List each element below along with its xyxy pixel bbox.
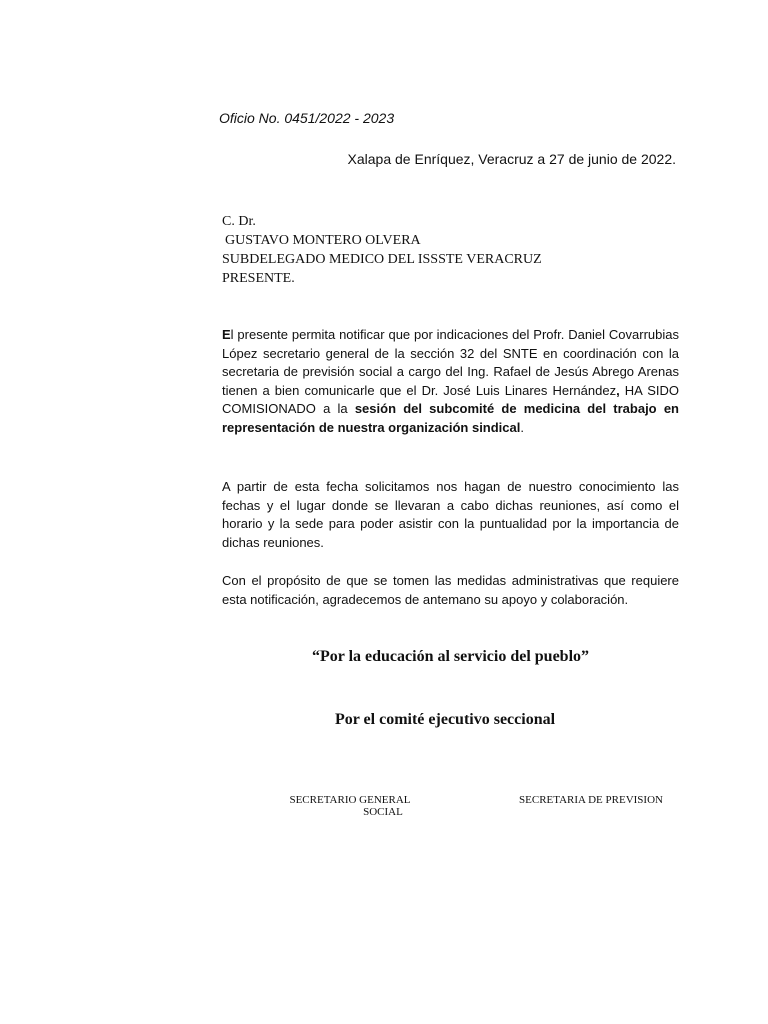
motto: “Por la educación al servicio del pueblo” (311, 648, 590, 665)
signature-secretario-general: SECRETARIO GENERAL (289, 794, 411, 806)
paragraph-1-bold: sesión del subcomité de medicina del trabajo en representación de nuestra organización sindical (222, 401, 679, 435)
signature-social: SOCIAL (363, 806, 403, 818)
signature-secretaria-prevision: SECRETARIA DE PREVISION (519, 794, 663, 806)
addressee-title: C. Dr. (222, 214, 256, 229)
place-and-date: Xalapa de Enríquez, Veracruz a 27 de junio de 2022. (347, 151, 676, 167)
paragraph-1-comma: , (616, 382, 620, 398)
body-paragraph-1 (222, 326, 679, 438)
body-paragraph-2: A partir de esta fecha solicitamos nos hagan de nuestro conocimiento las fechas y el lugar donde se llevaran a cabo dichas reuniones, así como el horario y la sede para poder asistir con la puntualidad por la importancia de dichas reuniones. (222, 479, 679, 550)
body-paragraph-3: Con el propósito de que se tomen las medidas administrativas que requiere esta notificación, agradecemos de antemano su apoyo y colaboración. (222, 573, 679, 607)
paragraph-1-text: l presente permita notificar que por indicaciones del Profr. Daniel Covarrubias López secretario general de la sección 32 del SNTE en coordinación con la secretaria de previsión social a cargo del Ing. Rafael de Jesús Abrego Arenas tienen a bien comunicarle que el Dr. José Luis Linares Hernández (222, 327, 679, 398)
committee-heading: Por el comité ejecutivo seccional (334, 711, 556, 728)
paragraph-1-text-2: HA SIDO COMISIONADO a la (222, 382, 679, 417)
addressee-position: SUBDELEGADO MEDICO DEL ISSSTE VERACRUZ (222, 252, 542, 267)
addressee-presente: PRESENTE. (222, 271, 295, 286)
paragraph-1-end: . (520, 419, 524, 435)
drop-letter: E (222, 327, 231, 342)
addressee-name: GUSTAVO MONTERO OLVERA (225, 233, 421, 248)
addressee-block (222, 212, 542, 288)
oficio-number: Oficio No. 0451/2022 - 2023 (219, 110, 395, 126)
